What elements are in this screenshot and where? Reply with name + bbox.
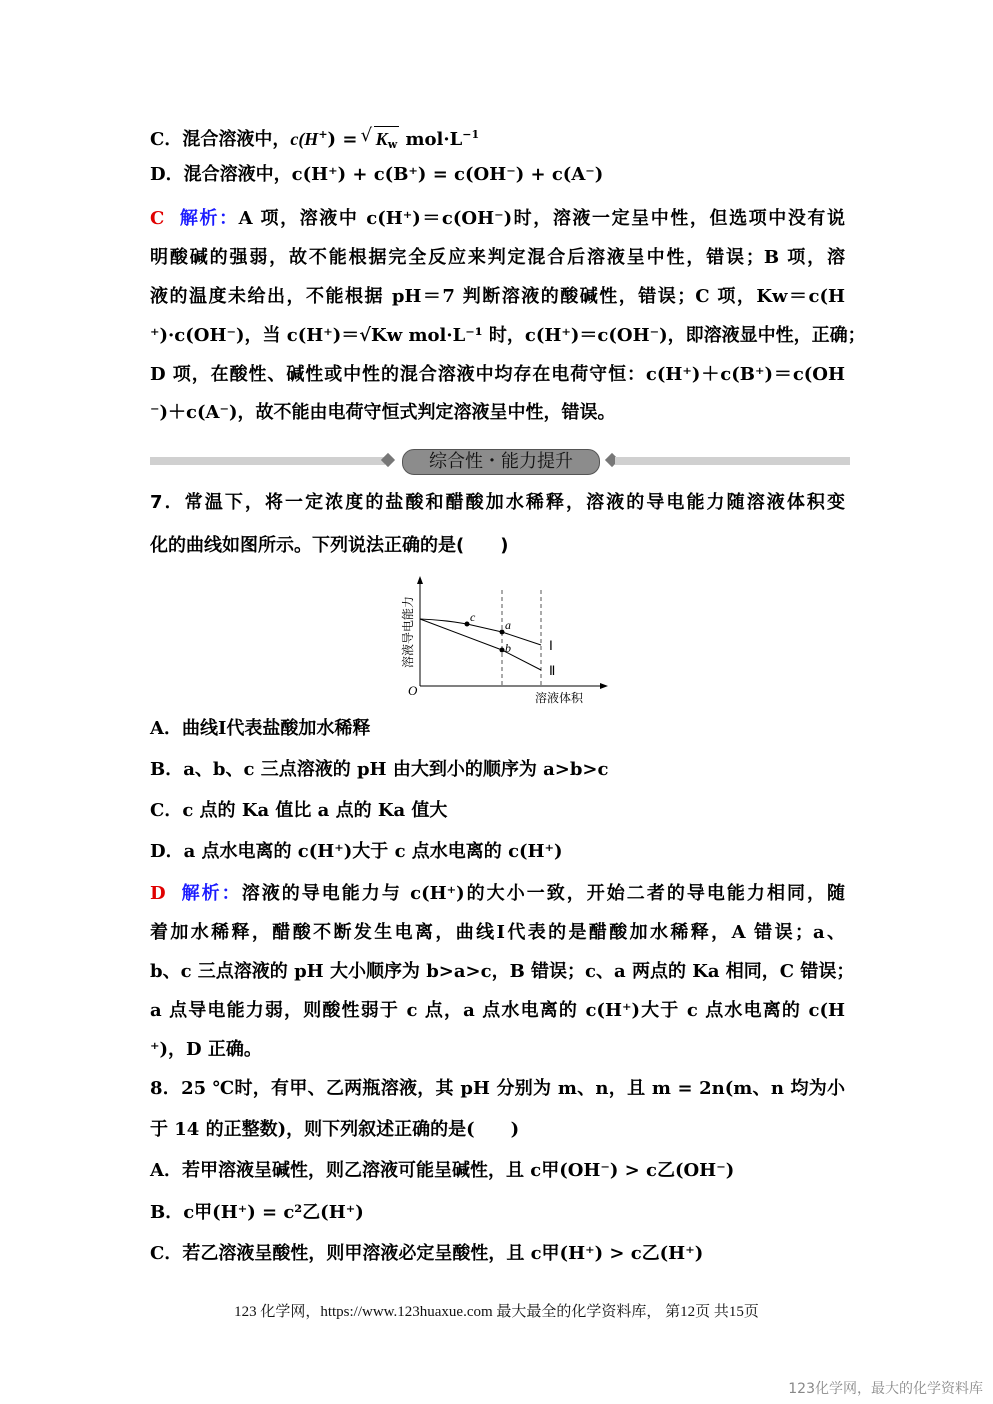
answer-line: 明酸碱的强弱，故不能根据完全反应来判定混合后溶液呈中性，错误；B 项，溶	[150, 247, 845, 268]
watermark: 123化学网，最大的化学资料库	[788, 1381, 983, 1397]
answer-letter: D	[150, 883, 166, 904]
option-text: 混合溶液中，	[183, 164, 292, 185]
superscript: +	[318, 128, 328, 141]
kw: K	[375, 129, 388, 149]
unit: mol·L	[399, 129, 463, 150]
option-b: B．c甲(H⁺) = c²乙(H⁺)	[150, 1202, 364, 1223]
x-axis-arrow-icon	[600, 683, 608, 689]
conductivity-diagram	[380, 570, 620, 710]
y-axis	[417, 576, 423, 686]
answer-line: 着加水稀释，醋酸不断发生电离，曲线Ⅰ代表的是醋酸加水稀释，A 错误；a、	[150, 922, 845, 943]
point-label-c: c	[470, 610, 476, 624]
expr: c(H	[290, 129, 319, 149]
point-a	[500, 630, 505, 635]
subscript: w	[387, 138, 398, 151]
section-title: 综合性・能力提升	[402, 449, 600, 475]
answer-line: ⁻)＋c(A⁻)，故不能由电荷守恒式判定溶液呈中性，错误。	[150, 402, 616, 423]
option-a: A．若甲溶液呈碱性，则乙溶液可能呈碱性，且 c甲(OH⁻) > c乙(OH⁻)	[150, 1160, 735, 1181]
answer-line: 液的温度未给出，不能根据 pH＝7 判断溶液的酸碱性，错误；C 项，Kw＝c(H	[150, 286, 845, 307]
x-axis	[420, 683, 608, 689]
page-footer: 123 化学网，https://www.123huaxue.com 最大最全的化学资料库， 第12页 共15页	[234, 1304, 759, 1320]
point-c	[465, 622, 470, 627]
answer-text: 溶液的导电能力与 c(H⁺)的大小一致，开始二者的导电能力相同，随	[241, 883, 845, 904]
answer-letter: C	[150, 208, 165, 229]
curve-label-I: Ⅰ	[549, 638, 553, 653]
answer-line: ⁺)·c(OH⁻)，当 c(H⁺)＝√Kw mol·L⁻¹ 时，c(H⁺)＝c(OH⁻)，即溶液显中性，正确；	[150, 325, 866, 346]
option-c: C．若乙溶液呈酸性，则甲溶液必定呈酸性，且 c甲(H⁺) > c乙(H⁺)	[150, 1243, 704, 1264]
question-text: 化的曲线如图所示。下列说法正确的是( )	[150, 535, 509, 556]
question-text: 8．25 ℃时，有甲、乙两瓶溶液，其 pH 分别为 m、n，且 m = 2n(m、n 均为小	[150, 1078, 845, 1099]
sqrt-symbol	[374, 126, 400, 157]
y-axis-arrow-icon	[417, 576, 423, 584]
answer-text: A 项，溶液中 c(H⁺)＝c(OH⁻)时，溶液一定呈中性，但选项中没有说	[238, 208, 846, 229]
option-text: 混合溶液中，	[182, 129, 291, 150]
divider	[615, 457, 850, 465]
option-a: A．曲线Ⅰ代表盐酸加水稀释	[150, 718, 371, 739]
answer-line: D 项，在酸性、碱性或中性的混合溶液中均存在电荷守恒：c(H⁺)＋c(B⁺)＝c(OH	[150, 364, 845, 385]
point-label-b: b	[505, 641, 511, 655]
point-label-a: a	[505, 618, 511, 632]
option-letter: C．	[150, 129, 183, 150]
question-text: 7．常温下，将一定浓度的盐酸和醋酸加水稀释，溶液的导电能力随溶液体积变	[150, 492, 845, 513]
curve-label-II: Ⅱ	[549, 663, 556, 678]
answer-label: 解析：	[178, 208, 239, 229]
answer-label: 解析：	[179, 883, 242, 904]
origin-label: O	[408, 683, 418, 698]
expr: ) =	[327, 129, 364, 150]
answer-line	[150, 882, 845, 906]
answer-line: a 点导电能力弱，则酸性弱于 c 点，a 点水电离的 c(H⁺)大于 c 点水电离的 c(H	[150, 1000, 845, 1021]
option-d: D．a 点水电离的 c(H⁺)大于 c 点水电离的 c(H⁺)	[150, 841, 563, 862]
answer-line: b、c 三点溶液的 pH 大小顺序为 b>a>c，B 错误；c、a 两点的 Ka 相同，C 错误；	[150, 961, 855, 982]
option-letter: D．	[150, 164, 184, 185]
question-text: 于 14 的正整数)，则下列叙述正确的是( )	[150, 1119, 520, 1140]
divider	[150, 457, 385, 465]
q6-option-d	[150, 163, 845, 187]
answer-line: ⁺)，D 正确。	[150, 1039, 262, 1060]
curve-I	[420, 619, 541, 645]
section-header	[150, 449, 850, 473]
option-c: C．c 点的 Ka 值比 a 点的 Ka 值大	[150, 800, 448, 821]
expr: c(H⁺) + c(B⁺) = c(OH⁻) + c(A⁻)	[291, 164, 604, 185]
point-b	[500, 648, 505, 653]
x-axis-label: 溶液体积	[535, 691, 584, 705]
q6-option-c	[150, 123, 845, 157]
answer-line	[150, 207, 845, 231]
y-axis-label: 溶液导电能力	[401, 595, 415, 668]
superscript: −1	[462, 128, 480, 141]
option-b: B．a、b、c 三点溶液的 pH 由大到小的顺序为 a>b>c	[150, 759, 609, 780]
